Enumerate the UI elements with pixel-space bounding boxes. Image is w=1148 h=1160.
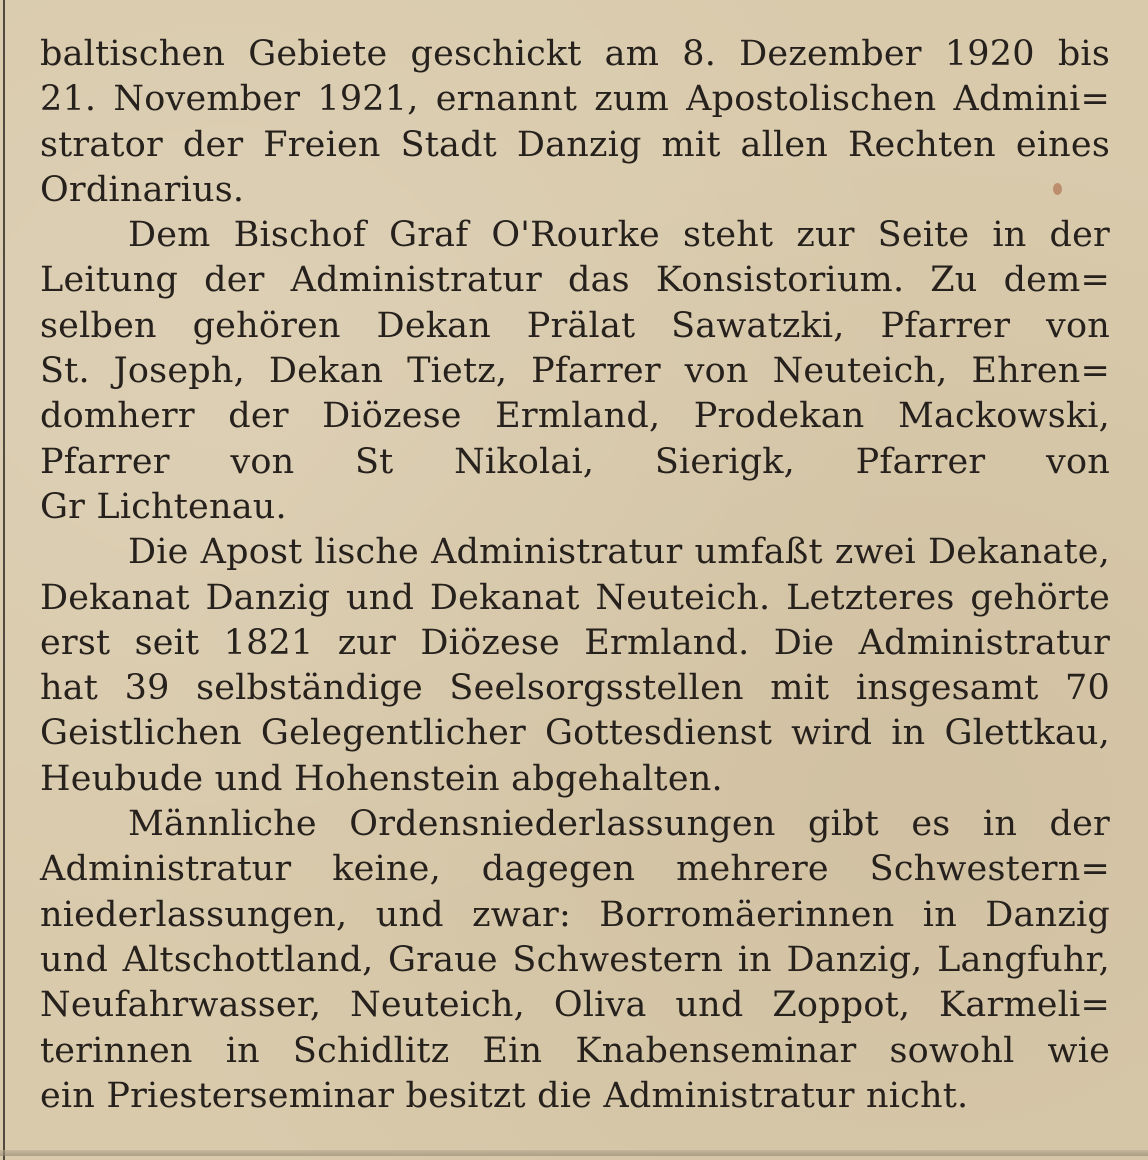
text-line: Gr Lichtenau. (40, 486, 287, 527)
text-line: erst seit 1821 zur Diözese Ermland. Die Administratur (40, 622, 1110, 663)
text-line: terinnen in Schidlitz Ein Knabenseminar sowohl wie (40, 1030, 1110, 1071)
paragraph-2 (40, 213, 1110, 530)
text-line: hat 39 selbständige Seelsorgsstellen mit insgesamt 70 (40, 668, 1110, 709)
text-line: Pfarrer von St Nikolai, Sierigk, Pfarrer von (40, 441, 1110, 482)
text-line: niederlassungen, und zwar: Borromäerinnen in Danzig (40, 894, 1110, 935)
text-line: Männliche Ordensniederlassungen gibt es in der (128, 804, 1110, 845)
text-line: Administratur keine, dagegen mehrere Schwestern= (40, 849, 1110, 890)
text-line: strator der Freien Stadt Danzig mit allen Rechten eines (40, 124, 1110, 165)
column-rule (3, 0, 5, 1160)
text-line: Neufahrwasser, Neuteich, Oliva und Zoppot, Karmeli= (40, 985, 1110, 1026)
paragraph-3 (40, 530, 1110, 802)
text-column (40, 32, 1110, 1119)
text-line: Leitung der Administratur das Konsistorium. Zu dem= (40, 260, 1110, 301)
text-line: Dem Bischof Graf O'Rourke steht zur Seite in der (128, 215, 1110, 256)
text-line: und Altschottland, Graue Schwestern in Danzig, Langfuhr, (40, 939, 1110, 980)
text-line: Ordinarius. (40, 169, 245, 210)
text-line: domherr der Diözese Ermland, Prodekan Mackowski, (40, 396, 1110, 437)
text-line: 21. November 1921, ernannt zum Apostolischen Admini= (40, 79, 1110, 120)
text-line: baltischen Gebiete geschickt am 8. Dezember 1920 bis (40, 34, 1110, 74)
text-line: Die Apost lische Administratur umfaßt zwei Dekanate, (128, 532, 1110, 573)
text-line: selben gehören Dekan Prälat Sawatzki, Pfarrer von (40, 305, 1110, 346)
paragraph-4 (40, 802, 1110, 1119)
text-line: Geistlichen Gelegentlicher Gottesdienst wird in Glettkau, (40, 713, 1110, 754)
text-line: St. Joseph, Dekan Tietz, Pfarrer von Neuteich, Ehren= (40, 351, 1110, 392)
text-line: ein Priesterseminar besitzt die Administratur nicht. (40, 1075, 969, 1116)
text-line: Dekanat Danzig und Dekanat Neuteich. Letzteres gehörte (40, 577, 1110, 618)
page-edge (0, 1150, 1148, 1156)
paragraph-1 (40, 32, 1110, 213)
text-line: Heubude und Hohenstein abgehalten. (40, 758, 723, 799)
